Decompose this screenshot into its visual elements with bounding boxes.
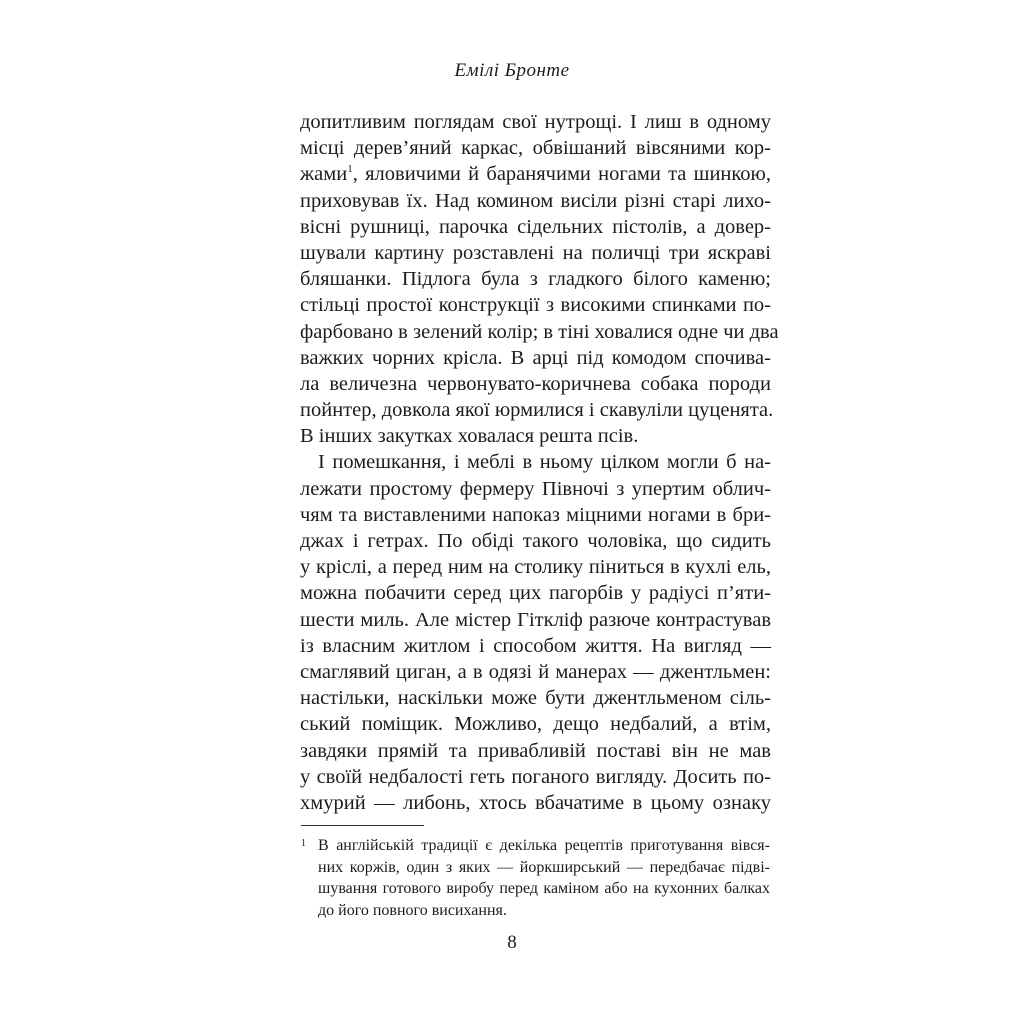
footnote-line bbox=[301, 835, 770, 857]
text-line: приховував їх. Над комином висіли різні старі лихо- bbox=[300, 189, 771, 212]
text-line: І помешкання, і меблі в ньому цілком могли б на- bbox=[318, 451, 771, 474]
text-line bbox=[300, 161, 771, 187]
footnote bbox=[301, 835, 770, 921]
body-text bbox=[300, 109, 779, 816]
footnote-number: 1 bbox=[301, 838, 306, 849]
text-line: у своїй недбалості геть поганого вигляду. Досить по- bbox=[300, 765, 771, 788]
text-line: вісні рушниці, парочка сідельних пістолів, а довер- bbox=[300, 215, 771, 238]
text-line: шести миль. Але містер Гіткліф разюче контрастував bbox=[300, 608, 771, 631]
text-line: хмурий — либонь, хтось вбачатиме в цьому ознаку bbox=[300, 791, 771, 814]
text-line: місці дерев’яний каркас, обвішаний вівсяними кор- bbox=[300, 137, 771, 160]
footnote-line: них коржів, один з яких — йоркширський — передбачає підві- bbox=[318, 858, 770, 876]
text-line: пойнтер, довкола якої юрмилися і скавуліли цуценята. bbox=[300, 399, 774, 422]
footnote-line: до його повного висихання. bbox=[318, 901, 507, 919]
text-line: допитливим поглядам свої нутрощі. І лиш в одному bbox=[300, 111, 771, 133]
text-line: В інших закутках ховалася решта псів. bbox=[300, 425, 639, 448]
text-fragment: жами bbox=[300, 163, 348, 186]
text-line: бляшанки. Підлога була з гладкого білого каменю; bbox=[300, 268, 771, 291]
text-line: із власним житлом і способом життя. На вигляд — bbox=[300, 634, 771, 657]
text-line: шували картину розставлені на поличці три яскраві bbox=[300, 241, 771, 264]
text-fragment: , яловичими й баранячими ногами та шинкою, bbox=[352, 163, 771, 186]
footnote-divider bbox=[301, 825, 424, 826]
text-line: лежати простому фермеру Півночі з упертим облич- bbox=[300, 477, 771, 500]
footnote-text: В англійській традиції є декілька рецептів приготування вівся- bbox=[318, 837, 770, 854]
footnote-reference[interactable]: 1 bbox=[347, 163, 353, 176]
text-line: смаглявий циган, а в одязі й манерах — джентльмен: bbox=[300, 660, 771, 683]
text-line: ла величезна червонувато-коричнева собака породи bbox=[300, 372, 771, 395]
text-line: ський поміщик. Можливо, дещо недбалий, а втім, bbox=[300, 713, 771, 736]
footnote-line: шування готового виробу перед каміном або на кухонних балках bbox=[318, 880, 770, 897]
text-line: завдяки прямій та привабливій поставі він не мав bbox=[300, 739, 771, 762]
text-line: можна побачити серед цих пагорбів у радіусі п’яти- bbox=[300, 582, 771, 605]
text-line: фарбовано в зелений колір; в тіні ховалися одне чи два bbox=[300, 320, 779, 343]
text-line: у кріслі, а перед ним на столику піниться в кухлі ель, bbox=[300, 556, 771, 579]
text-line: стільці простої конструкції з високими спинками по- bbox=[300, 294, 771, 317]
text-line: джах і гетрах. По обіді такого чоловіка, що сидить bbox=[300, 530, 771, 552]
text-line: настільки, наскільки може бути джентльменом сіль- bbox=[300, 687, 771, 710]
text-line: чям та виставленими напоказ міцними ногами в бри- bbox=[300, 503, 771, 526]
running-head: Емілі Бронте bbox=[454, 60, 570, 81]
page-number: 8 bbox=[507, 932, 517, 953]
text-line: важких чорних крісла. В арці під комодом спочива- bbox=[300, 346, 771, 369]
